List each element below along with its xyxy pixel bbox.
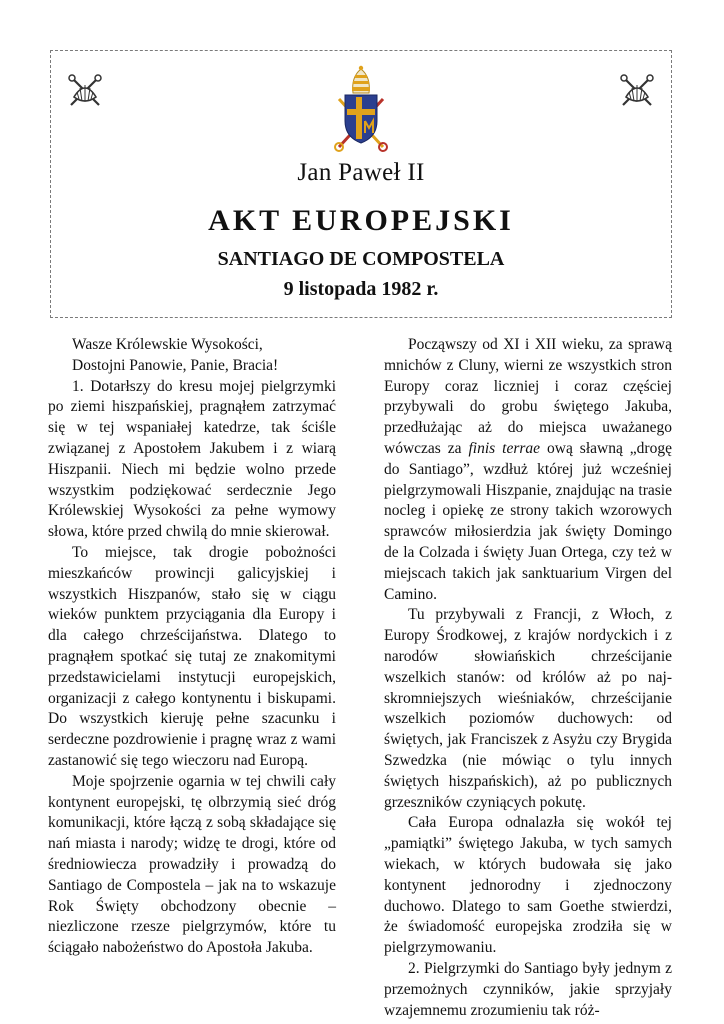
salutation-line: Dostojni Panowie, Panie, Bracia! <box>72 356 279 374</box>
paragraph <box>384 335 672 605</box>
scallop-shell-staff-icon <box>65 71 105 111</box>
header-frame <box>50 50 672 318</box>
paragraph <box>384 605 672 813</box>
paragraph-text: ową sławną „drogę do Santiago”, wzdłuż której już wcześniej pielgrzymowali Hiszpanie, znajdując na trasie nocleg i opiekę ze strony takich wzorowych sprawców miłosierdzia jak święty Domingo de la Colzada i święty Juan Ortega, czy też w miejscach takich jak sanktuarium Virgen del Camino. <box>384 439 672 603</box>
salutation-line: Wasze Królewskie Wysokości, <box>72 336 263 353</box>
paragraph: To miejsce, tak drogie pobożności mieszkańców prowincji galicyjskiej i wszystkich Hiszpanów, stało się w ciągu wieków punktem przyciągania dla Europy i dla całego chrześcijaństwa. Dlatego to pragnąłem spotkać się tutaj ze znakomitymi przedstawicielami instytucji europejskich, organizacji z całego kontynentu i biskupami. Do wszystkich kieruję pełne szacunku i serdeczne pozdrowienie i pragnę wraz z wami zastanowić się tego wieczoru nad Europą. <box>48 543 336 769</box>
paragraph-text: Tu przybywali z Francji, z Włoch, z Europy Środkowej, z krajów nordyckich i z narodów słowiańskich chrześcijanie wszelkich stanów: od królów aż po najskromniejszych wieśniaków, chrześcijanie wszelkich poziomów duchowych: od świętych, jak Franciszek z Asyżu czy Brygida Szwedzka (nie mówiąc o tylu innych świętych hiszpańskich), aż po publicznych grzeszników czyniących pokutę. <box>384 606 672 811</box>
right-column <box>384 335 672 1021</box>
paragraph: 1. Dotarłszy do kresu mojej pielgrzymki po ziemi hiszpańskiej, pragnąłem zatrzymać się w tej wspaniałej katedrze, tak ściśle związanej z Apostołem Jakubem i z wiarą Hiszpanii. Niech mi będzie wolno przede wszystkim podziękować serdecznie Jego Królewskiej Wysokości za pełne wymowy słowa, które przed chwilą do mnie skierował. <box>48 377 336 541</box>
paragraph: Moje spojrzenie ogarnia w tej chwili cały kontynent europejski, tę olbrzymią sieć dróg komunikacji, które łączą z sobą składające się nań miasta i narody; widzę te drogi, które od średniowiecza prowadziły i prowadzą do Santiago de Compostela – jak na to wskazuje Rok Święty obchodzony obecnie – niezliczone rzesze pielgrzymów, które tu ściągało nabożeństwo do Apostoła Jakuba. <box>48 772 336 957</box>
left-column <box>48 335 336 959</box>
document-subtitle: SANTIAGO DE COMPOSTELA <box>217 248 505 270</box>
paragraph <box>384 959 672 1021</box>
paragraph-text: Cała Europa odnalazła się wokół tej „pamiątki” świętego Jakuba, w tych samych wiekach, w których budowała się jako kontynent jednorodny i zjednoczony duchowo. Dlatego to sam Goethe stwierdzi, że świadomość europejska zrodziła się w pielgrzymowaniu. <box>384 814 672 957</box>
paragraph-text: Począwszy od XI i XII wieku, za sprawą mnichów z Cluny, wierni ze wszystkich stron Europy coraz liczniej i coraz częściej przybywali do grobu świętego Jakuba, przedłużając aż do miejsca uważanego wówczas za <box>384 336 672 457</box>
paragraph-text: 2. Pielgrzymki do Santiago były jednym z przemożnych czynników, jakie sprzyjały wzajemnemu zrozumieniu tak róż- <box>384 959 672 1019</box>
papal-coat-of-arms-icon <box>329 63 393 153</box>
italic-phrase: finis terrae <box>468 439 541 457</box>
paragraph <box>384 813 672 959</box>
scallop-shell-staff-icon <box>617 71 657 111</box>
document-title: AKT EUROPEJSKI <box>208 204 514 237</box>
document-date: 9 listopada 1982 r. <box>283 278 439 300</box>
author-name: Jan Paweł II <box>297 159 425 186</box>
